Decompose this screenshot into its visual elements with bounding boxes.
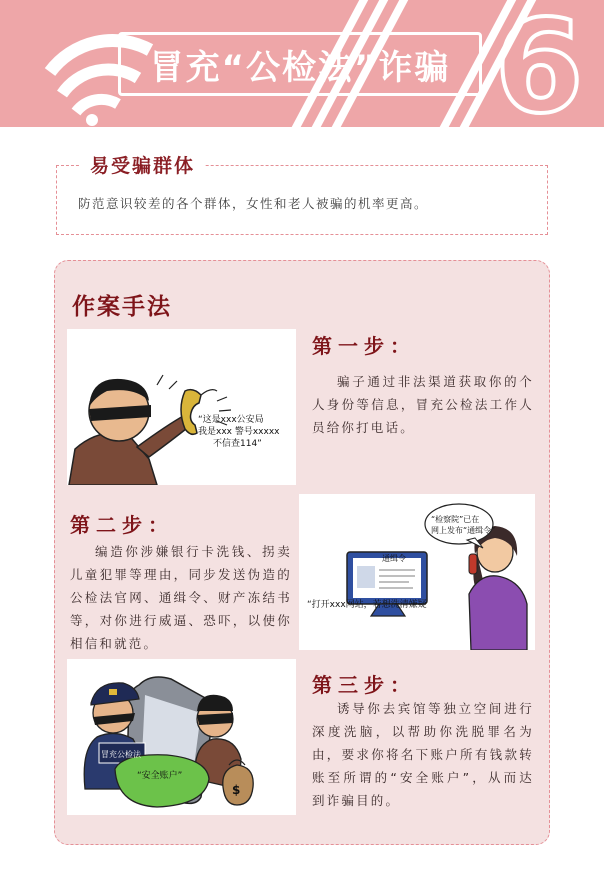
step2-caption: “打开xxx网站，若想洗清嫌疑 [307, 600, 427, 610]
step2-title: 第二步： [70, 513, 174, 537]
dollar-icon: $ [232, 783, 241, 797]
step2-bubble-line: 网上发布“通缉令” [431, 526, 496, 535]
vulnerable-group-title: 易受骗群体 [80, 151, 205, 178]
header-banner [0, 0, 604, 127]
step2-bubble-line: “检察院”已在 [431, 515, 480, 524]
step1-title: 第一步： [312, 334, 416, 358]
method-title: 作案手法 [72, 294, 172, 320]
step3-title: 第三步： [312, 673, 416, 697]
step1-bubble-line: 不信查114” [213, 439, 262, 449]
section-number: 6 [494, 0, 584, 127]
step3-text: 诱导你去宾馆等独立空间进行深度洗脑，以帮助你洗脱罪名为由，要求你将名下账户所有钱款转账至所谓的“安全账户”，从而达到诈骗目的。 [312, 701, 534, 808]
step1-illustration [67, 329, 296, 485]
step3-illustration [67, 659, 296, 815]
step1-bubble-line: 我是xxx 警号xxxxx [198, 427, 280, 437]
vulnerable-group-description: 防范意识较差的各个群体，女性和老人被骗的机率更高。 [78, 196, 429, 211]
step2-text: 编造你涉嫌银行卡洗钱、拐卖儿童犯罪等理由，同步发送伪造的公检法官网、通缉令、财产冻结书等，对你进行威逼、恐吓，以使你相信和就范。 [70, 544, 292, 651]
step3-account-label: “安全账户” [137, 771, 183, 781]
page-title: 冒充“公检法”诈骗 [149, 47, 451, 88]
title-frame [118, 32, 482, 96]
step3-badge: 冒充公检法 [101, 750, 141, 759]
step1-bubble-line: “这是xxx公安局 [198, 415, 264, 425]
step2-illustration [299, 494, 535, 650]
step2-screen-label: 通缉令 [382, 554, 406, 563]
step1-text: 骗子通过非法渠道获取你的个人身份等信息，冒充公检法工作人员给你打电话。 [312, 374, 534, 435]
